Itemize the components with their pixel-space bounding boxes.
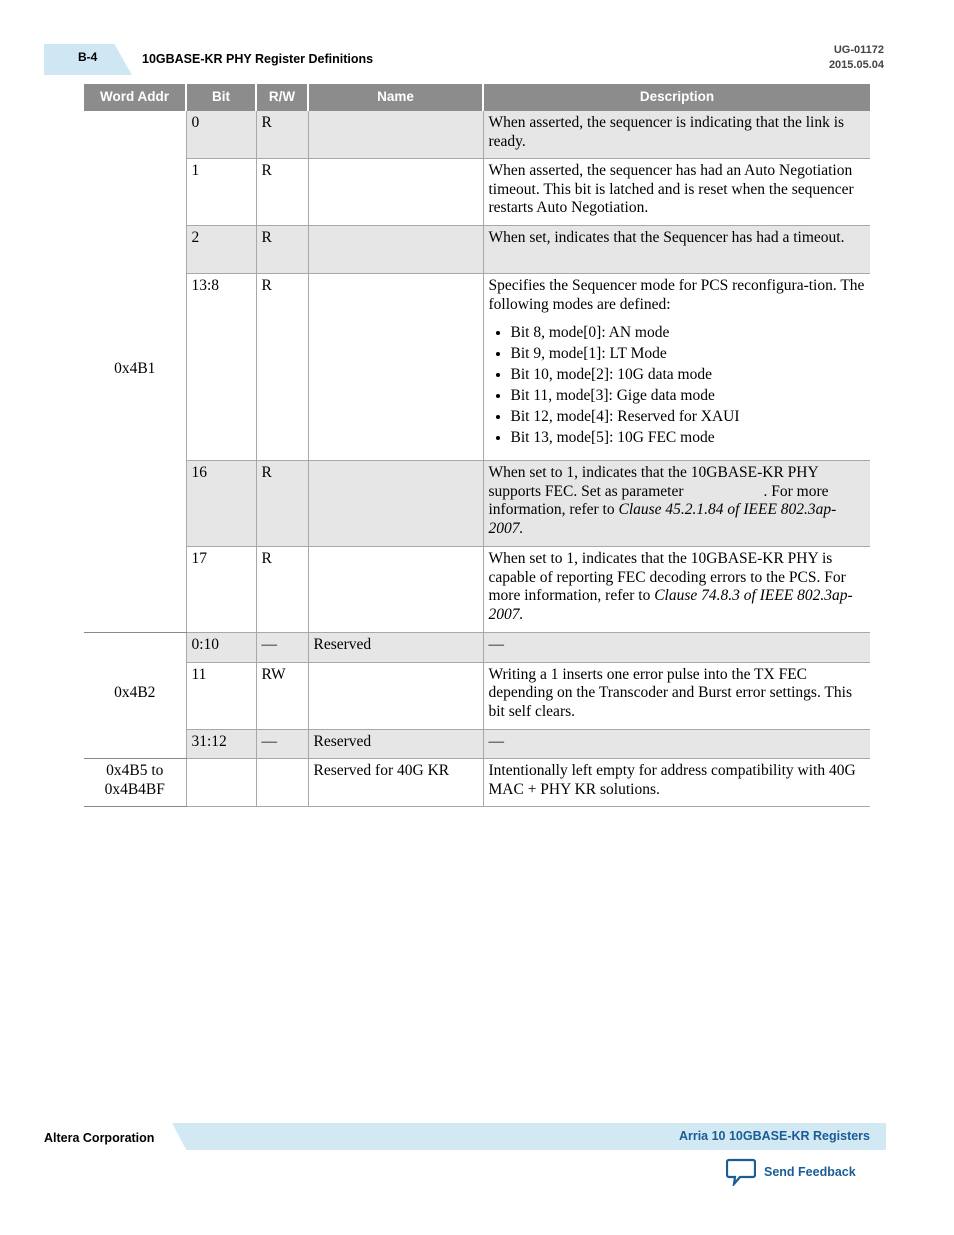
rw-cell: R — [256, 111, 308, 159]
list-item: • Bit 8, mode[0]: AN mode — [511, 324, 866, 343]
table-row — [84, 633, 870, 663]
description-cell: When asserted, the sequencer has had an Auto Negotiation timeout. This bit is latched and is reset when the sequencer restarts Auto Negotiation. — [483, 159, 870, 226]
name-cell — [308, 274, 483, 461]
doc-id: UG-01172 — [833, 44, 884, 56]
name-cell — [308, 662, 483, 729]
bit-cell: 13:8 — [186, 274, 256, 461]
section-title: 10GBASE-KR PHY Register Definitions — [142, 52, 374, 66]
rw-cell: R — [256, 547, 308, 633]
bit-cell: 17 — [186, 547, 256, 633]
rw-cell — [256, 759, 308, 807]
fec-error-text: When set to 1, indicates that the 10GBASE-KR PHY is capable of reporting FEC decoding errors to the PCS. For more information, refer to — [488, 550, 846, 604]
fec-support-ref-lead: For more information, refer to — [488, 482, 829, 518]
rw-cell: R — [256, 461, 308, 547]
speech-bubble-icon — [726, 1158, 756, 1186]
send-feedback-link[interactable] — [726, 1158, 856, 1186]
description-cell: Intentionally left empty for address compatibility with 40G MAC + PHY KR solutions. — [483, 759, 870, 807]
mode-intro: Specifies the Sequencer mode for PCS reconfigura-tion. The following modes are defined: — [488, 277, 865, 313]
description-cell: — — [483, 633, 870, 663]
table-row — [84, 461, 870, 547]
col-rw: R/W — [256, 84, 308, 111]
name-cell — [308, 111, 483, 159]
fec-support-period: . — [763, 482, 768, 500]
bit-cell: 0:10 — [186, 633, 256, 663]
name-cell: Reserved — [308, 729, 483, 759]
name-cell — [308, 461, 483, 547]
name-cell: Reserved for 40G KR — [308, 759, 483, 807]
chapter-link[interactable]: Arria 10 10GBASE-KR Registers — [678, 1129, 870, 1143]
table-row — [84, 274, 870, 461]
addr-range-end: 0x4B4BF — [104, 780, 165, 798]
list-item: • Bit 12, mode[4]: Reserved for XAUI — [511, 408, 866, 427]
bit-cell: 2 — [186, 226, 256, 274]
name-cell — [308, 159, 483, 226]
rw-cell: R — [256, 226, 308, 274]
page-number: B-4 — [78, 50, 98, 64]
col-word-addr: Word Addr — [84, 84, 186, 111]
company-name: Altera Corporation — [44, 1131, 155, 1145]
addr-range-start: 0x4B5 to — [106, 762, 164, 779]
bit-cell: 11 — [186, 662, 256, 729]
description-cell: When set, indicates that the Sequencer has had a timeout. — [483, 226, 870, 274]
bit-cell: 31:12 — [186, 729, 256, 759]
doc-date: 2015.05.04 — [828, 59, 884, 71]
fec-support-ref: Clause 45.2.1.84 of IEEE 802.3ap-2007. — [488, 501, 837, 537]
word-addr-cell — [84, 759, 186, 807]
name-cell: Reserved — [308, 633, 483, 663]
rw-cell: R — [256, 159, 308, 226]
list-item: • Bit 10, mode[2]: 10G data mode — [511, 366, 866, 385]
col-name: Name — [308, 84, 483, 111]
list-item: • Bit 11, mode[3]: Gige data mode — [511, 387, 866, 406]
rw-cell: — — [256, 633, 308, 663]
send-feedback-label: Send Feedback — [764, 1165, 856, 1179]
col-bit: Bit — [186, 84, 256, 111]
register-table — [84, 84, 870, 807]
description-cell — [483, 274, 870, 461]
description-cell — [483, 461, 870, 547]
description-cell — [483, 547, 870, 633]
rw-cell: R — [256, 274, 308, 461]
bit-cell: 16 — [186, 461, 256, 547]
rw-cell: RW — [256, 662, 308, 729]
bit-cell — [186, 759, 256, 807]
description-cell: When asserted, the sequencer is indicating that the link is ready. — [483, 111, 870, 159]
table-row — [84, 729, 870, 759]
table-row — [84, 111, 870, 159]
word-addr-cell: 0x4B2 — [84, 633, 186, 759]
name-cell — [308, 547, 483, 633]
table-header-row — [84, 84, 870, 111]
bit-cell: 1 — [186, 159, 256, 226]
list-item: • Bit 13, mode[5]: 10G FEC mode — [511, 429, 866, 448]
fec-error-ref: Clause 74.8.3 of IEEE 802.3ap-2007. — [488, 587, 853, 623]
table-row — [84, 662, 870, 729]
name-cell — [308, 226, 483, 274]
doc-info — [829, 43, 884, 73]
bit-cell: 0 — [186, 111, 256, 159]
fec-support-text: When set to 1, indicates that the 10GBASE-KR PHY supports FEC. Set as parameter — [488, 464, 819, 500]
word-addr-cell: 0x4B1 — [84, 111, 186, 633]
description-cell: Writing a 1 inserts one error pulse into the TX FEC depending on the Transcoder and Burst error settings. This bit self clears. — [483, 662, 870, 729]
table-row — [84, 759, 870, 807]
description-cell: — — [483, 729, 870, 759]
table-row — [84, 159, 870, 226]
table-row — [84, 226, 870, 274]
list-item: • Bit 9, mode[1]: LT Mode — [511, 345, 866, 364]
col-description: Description — [483, 84, 870, 111]
table-row — [84, 547, 870, 633]
mode-list — [489, 324, 866, 448]
rw-cell: — — [256, 729, 308, 759]
